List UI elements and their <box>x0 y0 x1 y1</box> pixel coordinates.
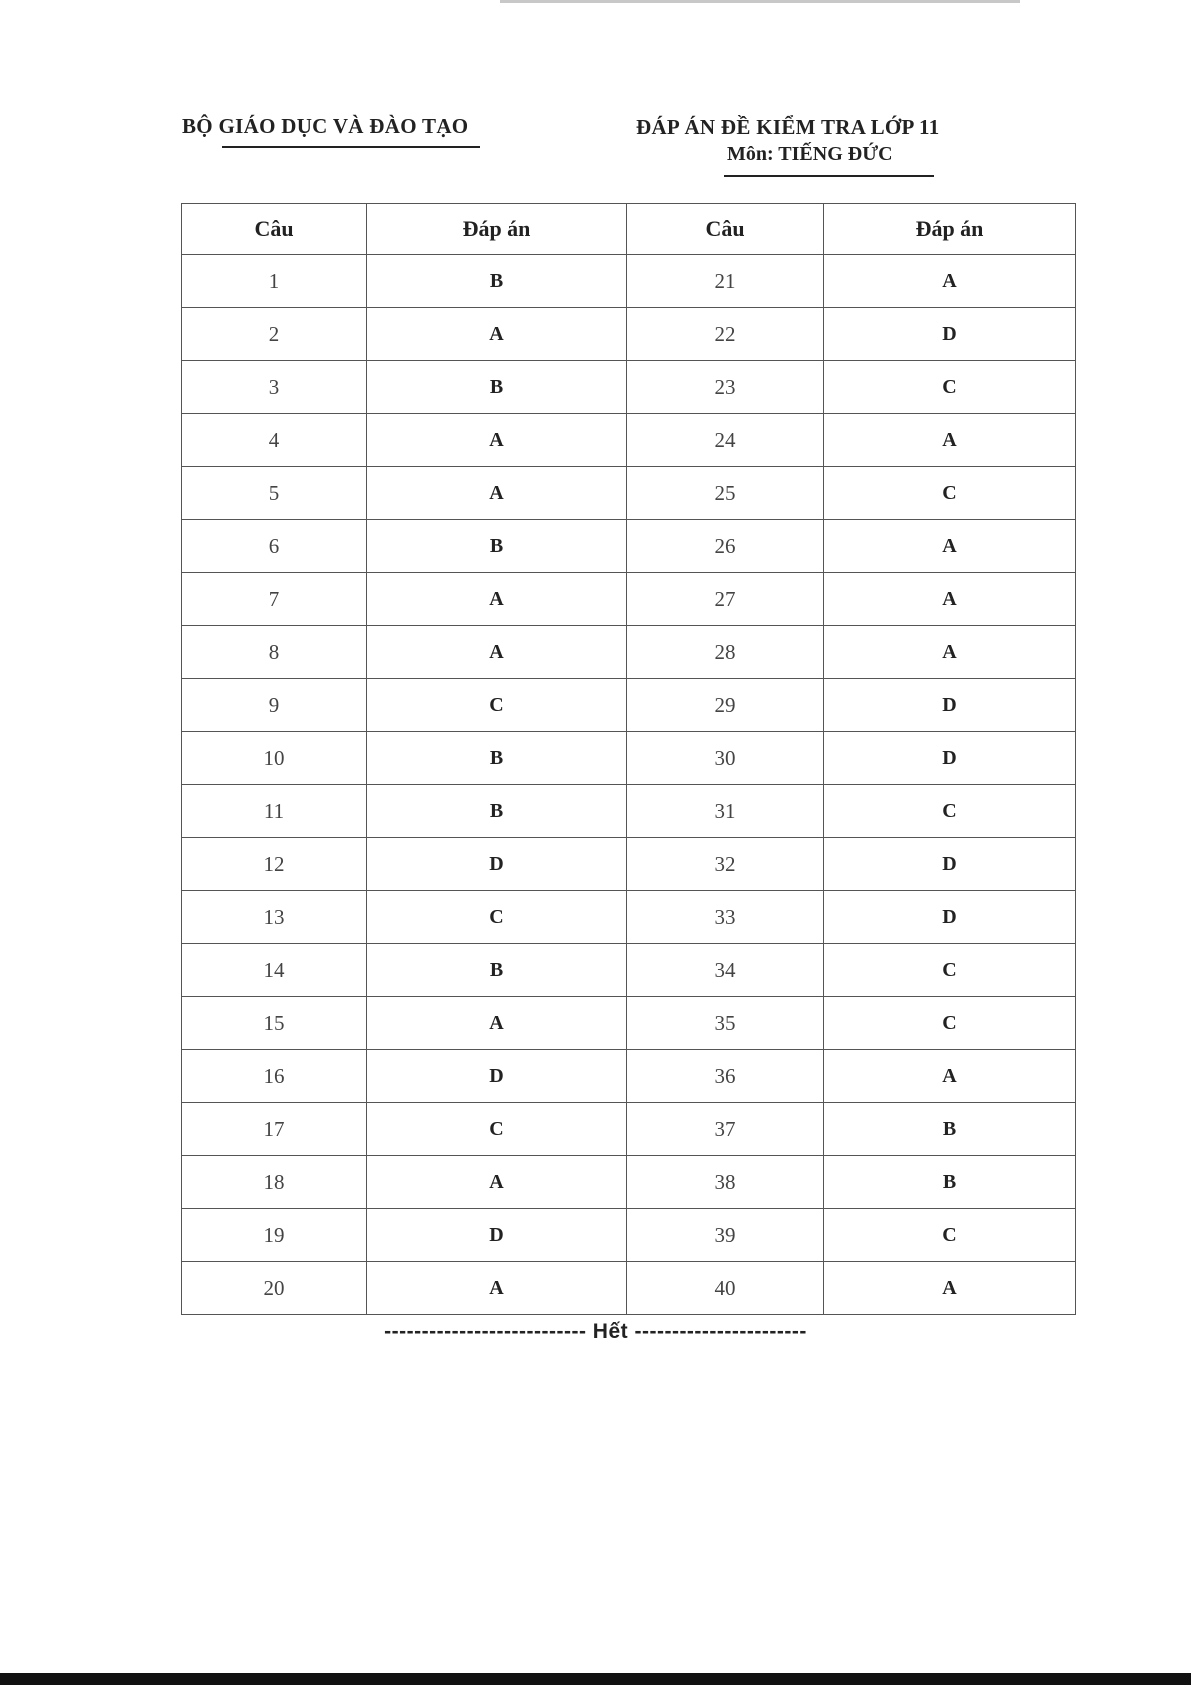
answer-rows <box>182 255 1076 1315</box>
table-row <box>182 997 1076 1050</box>
answer-letter: C <box>824 997 1076 1050</box>
answer-letter: C <box>824 785 1076 838</box>
answer-letter: D <box>824 308 1076 361</box>
answer-letter: A <box>824 414 1076 467</box>
table-row <box>182 308 1076 361</box>
document-title: ĐÁP ÁN ĐỀ KIỂM TRA LỚP 11 <box>636 115 940 139</box>
question-number: 34 <box>627 944 824 997</box>
table-row <box>182 785 1076 838</box>
answer-letter: A <box>824 626 1076 679</box>
answer-letter: B <box>367 732 627 785</box>
question-number: 16 <box>182 1050 367 1103</box>
question-number: 9 <box>182 679 367 732</box>
answer-letter: A <box>367 1262 627 1315</box>
answer-letter: D <box>824 891 1076 944</box>
table-row <box>182 255 1076 308</box>
answer-letter: B <box>367 255 627 308</box>
subject-line: Môn: TIẾNG ĐỨC <box>727 143 893 165</box>
question-number: 3 <box>182 361 367 414</box>
answer-letter: A <box>824 573 1076 626</box>
answer-letter: B <box>367 785 627 838</box>
table-row <box>182 361 1076 414</box>
scan-edge-bottom <box>0 1673 1191 1685</box>
question-number: 39 <box>627 1209 824 1262</box>
question-number: 37 <box>627 1103 824 1156</box>
answer-letter: A <box>824 255 1076 308</box>
table-row <box>182 891 1076 944</box>
question-number: 5 <box>182 467 367 520</box>
answer-letter: B <box>824 1103 1076 1156</box>
answer-letter: A <box>367 626 627 679</box>
question-number: 31 <box>627 785 824 838</box>
table-row <box>182 1209 1076 1262</box>
question-number: 29 <box>627 679 824 732</box>
answer-letter: A <box>367 1156 627 1209</box>
question-number: 22 <box>627 308 824 361</box>
question-number: 27 <box>627 573 824 626</box>
answer-letter: C <box>367 1103 627 1156</box>
question-number: 4 <box>182 414 367 467</box>
answer-letter: A <box>367 467 627 520</box>
answer-letter: D <box>824 679 1076 732</box>
question-number: 26 <box>627 520 824 573</box>
question-number: 13 <box>182 891 367 944</box>
answer-letter: D <box>824 732 1076 785</box>
table-row <box>182 838 1076 891</box>
answer-letter: C <box>824 944 1076 997</box>
table-row <box>182 626 1076 679</box>
table-header-row <box>182 204 1076 255</box>
answer-letter: C <box>367 679 627 732</box>
table-row <box>182 1103 1076 1156</box>
answer-letter: B <box>367 520 627 573</box>
ministry-underline <box>222 146 480 148</box>
answer-letter: A <box>367 997 627 1050</box>
end-marker: --------------------------- Hết ----------------------- <box>384 1320 807 1343</box>
answer-letter: B <box>824 1156 1076 1209</box>
question-number: 12 <box>182 838 367 891</box>
question-number: 11 <box>182 785 367 838</box>
answer-key-table <box>181 203 1076 1315</box>
answer-letter: B <box>367 944 627 997</box>
question-number: 40 <box>627 1262 824 1315</box>
question-number: 1 <box>182 255 367 308</box>
answer-letter: D <box>367 1050 627 1103</box>
answer-letter: A <box>824 1262 1076 1315</box>
table-row <box>182 1262 1076 1315</box>
answer-letter: A <box>367 414 627 467</box>
header-question-left: Câu <box>182 204 367 255</box>
answer-letter: C <box>367 891 627 944</box>
answer-letter: D <box>367 1209 627 1262</box>
table-row <box>182 414 1076 467</box>
answer-letter: A <box>367 573 627 626</box>
answer-letter: A <box>367 308 627 361</box>
question-number: 38 <box>627 1156 824 1209</box>
table-row <box>182 573 1076 626</box>
table-row <box>182 679 1076 732</box>
question-number: 36 <box>627 1050 824 1103</box>
table-row <box>182 520 1076 573</box>
question-number: 15 <box>182 997 367 1050</box>
answer-letter: D <box>367 838 627 891</box>
question-number: 8 <box>182 626 367 679</box>
table-row <box>182 467 1076 520</box>
question-number: 7 <box>182 573 367 626</box>
question-number: 30 <box>627 732 824 785</box>
question-number: 28 <box>627 626 824 679</box>
question-number: 6 <box>182 520 367 573</box>
header-answer-left: Đáp án <box>367 204 627 255</box>
table-row <box>182 944 1076 997</box>
question-number: 21 <box>627 255 824 308</box>
header-answer-right: Đáp án <box>824 204 1076 255</box>
scan-edge-top <box>500 0 1020 3</box>
table-row <box>182 732 1076 785</box>
question-number: 20 <box>182 1262 367 1315</box>
question-number: 24 <box>627 414 824 467</box>
answer-letter: A <box>824 1050 1076 1103</box>
answer-letter: A <box>824 520 1076 573</box>
table-row <box>182 1050 1076 1103</box>
ministry-title: BỘ GIÁO DỤC VÀ ĐÀO TẠO <box>182 114 469 138</box>
table-row <box>182 1156 1076 1209</box>
question-number: 10 <box>182 732 367 785</box>
answer-letter: C <box>824 361 1076 414</box>
answer-letter: C <box>824 1209 1076 1262</box>
question-number: 2 <box>182 308 367 361</box>
subject-underline <box>724 175 934 177</box>
question-number: 33 <box>627 891 824 944</box>
question-number: 23 <box>627 361 824 414</box>
question-number: 25 <box>627 467 824 520</box>
answer-letter: C <box>824 467 1076 520</box>
question-number: 35 <box>627 997 824 1050</box>
question-number: 19 <box>182 1209 367 1262</box>
question-number: 14 <box>182 944 367 997</box>
header-question-right: Câu <box>627 204 824 255</box>
question-number: 32 <box>627 838 824 891</box>
answer-letter: B <box>367 361 627 414</box>
answer-letter: D <box>824 838 1076 891</box>
question-number: 18 <box>182 1156 367 1209</box>
question-number: 17 <box>182 1103 367 1156</box>
